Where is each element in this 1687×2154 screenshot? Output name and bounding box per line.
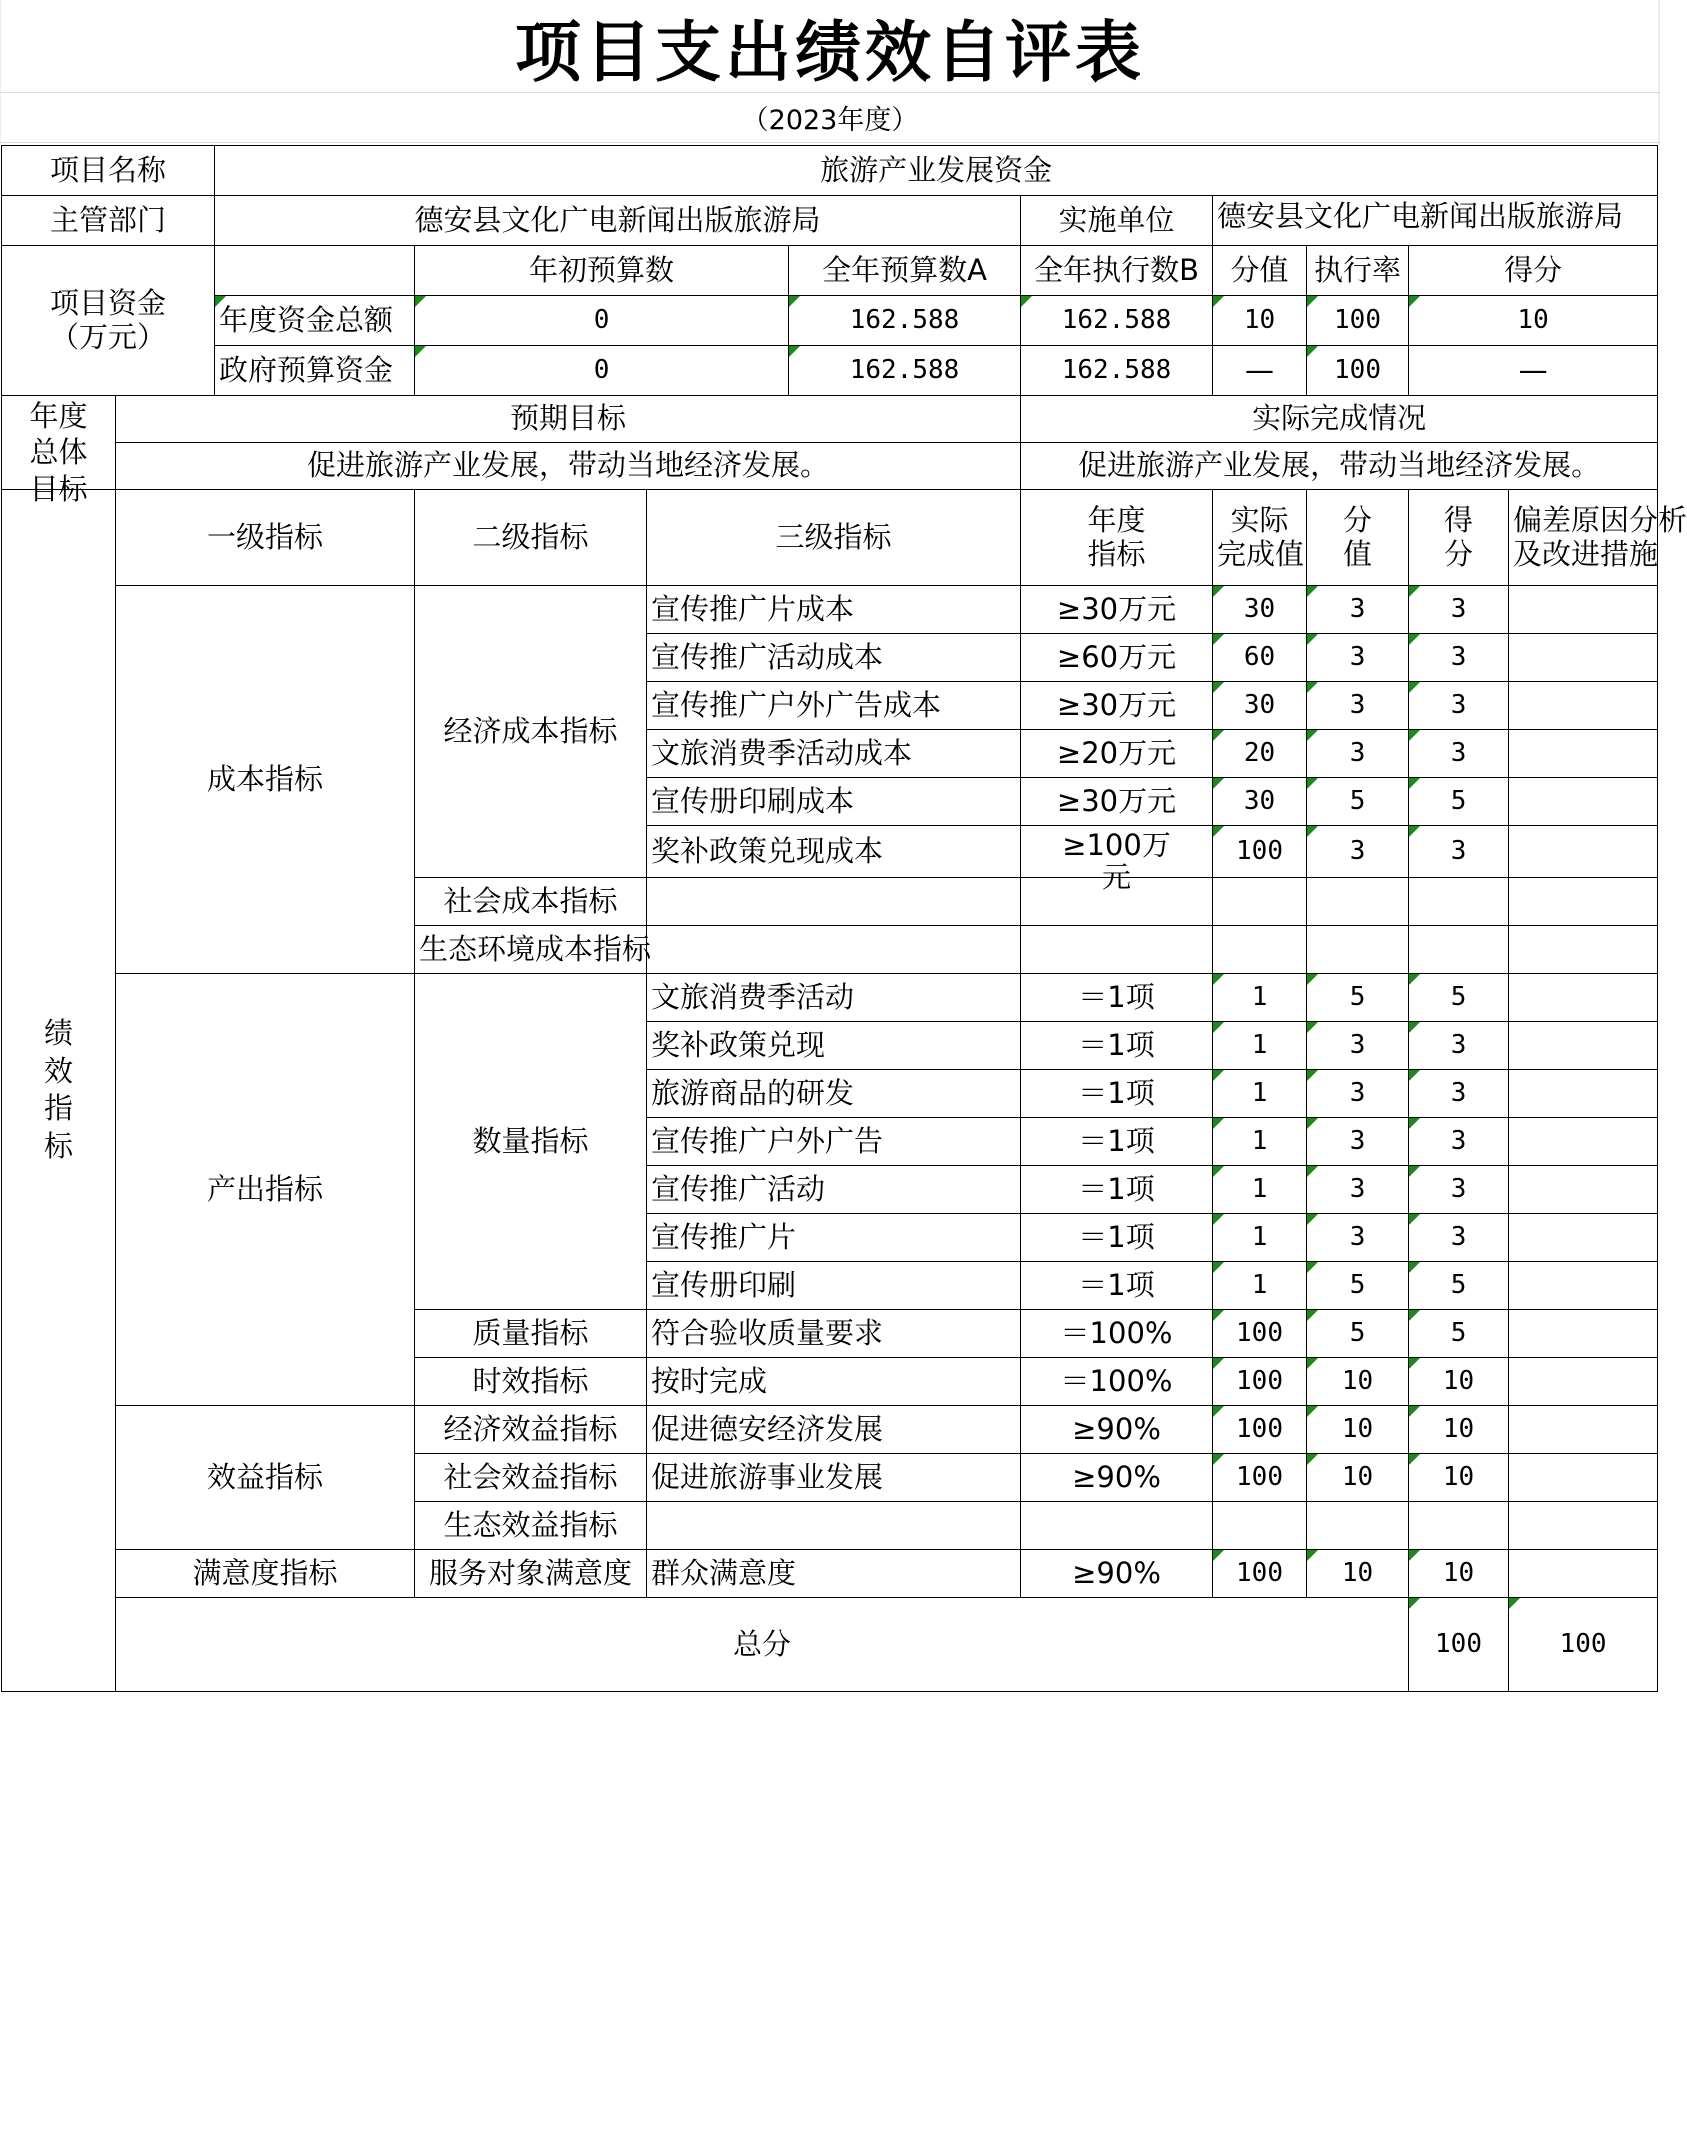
indicator-target: ＝100% bbox=[1021, 1358, 1213, 1406]
goals-header-row bbox=[2, 396, 1658, 443]
funds-row-annual: 162.588 bbox=[789, 346, 1021, 396]
indicator-reason bbox=[1509, 1022, 1658, 1070]
indicator-reason bbox=[1509, 1166, 1658, 1214]
indicator-name: 宣传推广片 bbox=[647, 1214, 1021, 1262]
expected-goal-text: 促进旅游产业发展，带动当地经济发展。 bbox=[116, 443, 1021, 490]
indicator-name: 宣传推广户外广告 bbox=[647, 1118, 1021, 1166]
indicator-target bbox=[1021, 878, 1213, 926]
page-subtitle: （2023年度） bbox=[0, 92, 1660, 143]
indicator-target: ≥90% bbox=[1021, 1550, 1213, 1598]
indicator-score: 3 bbox=[1409, 682, 1509, 730]
funds-header-row bbox=[2, 246, 1658, 296]
indicator-name: 宣传推广户外广告成本 bbox=[647, 682, 1021, 730]
total-label: 总分 bbox=[116, 1598, 1409, 1692]
indicator-score: 10 bbox=[1409, 1406, 1509, 1454]
indicator-reason bbox=[1509, 1214, 1658, 1262]
indicator-score: 3 bbox=[1409, 1214, 1509, 1262]
funds-row bbox=[2, 296, 1658, 346]
indicator-reason bbox=[1509, 1454, 1658, 1502]
indicator-score-value: 3 bbox=[1307, 634, 1409, 682]
indicator-reason bbox=[1509, 1118, 1658, 1166]
indicator-target: ＝1项 bbox=[1021, 974, 1213, 1022]
reason-header: 偏差原因分析 及改进措施 bbox=[1509, 490, 1658, 586]
indicator-score-value: 5 bbox=[1307, 974, 1409, 1022]
indicator-actual: 1 bbox=[1213, 1118, 1307, 1166]
funds-row-rate: 100 bbox=[1307, 346, 1409, 396]
evaluation-table bbox=[1, 145, 1687, 1692]
actual-value-header: 实际 完成值 bbox=[1213, 490, 1307, 586]
indicator-actual: 1 bbox=[1213, 1166, 1307, 1214]
indicator-target: ≥30万元 bbox=[1021, 682, 1213, 730]
indicator-score: 5 bbox=[1409, 974, 1509, 1022]
project-name-label: 项目名称 bbox=[2, 146, 215, 196]
funds-row-score: — bbox=[1409, 346, 1658, 396]
indicator-actual: 100 bbox=[1213, 1550, 1307, 1598]
funds-header-rate: 执行率 bbox=[1307, 246, 1409, 296]
indicator-actual: 100 bbox=[1213, 826, 1307, 878]
funds-row-score: 10 bbox=[1409, 296, 1658, 346]
indicator-reason bbox=[1509, 878, 1658, 926]
group-cost: 成本指标 bbox=[116, 586, 415, 974]
indicator-score-value: 5 bbox=[1307, 1310, 1409, 1358]
indicator-reason bbox=[1509, 1310, 1658, 1358]
subgroup-economic-cost: 经济成本指标 bbox=[415, 586, 647, 878]
project-name-row bbox=[2, 146, 1658, 196]
indicator-score: 10 bbox=[1409, 1550, 1509, 1598]
funds-row-name: 年度资金总额 bbox=[215, 296, 415, 346]
indicator-target: ＝100% bbox=[1021, 1310, 1213, 1358]
funds-row-annual: 162.588 bbox=[789, 296, 1021, 346]
indicator-actual: 100 bbox=[1213, 1454, 1307, 1502]
indicator-name: 奖补政策兑现成本 bbox=[647, 826, 1021, 878]
project-name-value: 旅游产业发展资金 bbox=[215, 146, 1658, 196]
indicator-target: ＝1项 bbox=[1021, 1262, 1213, 1310]
indicator-score: 5 bbox=[1409, 1262, 1509, 1310]
score-header: 得 分 bbox=[1409, 490, 1509, 586]
indicator-actual: 100 bbox=[1213, 1358, 1307, 1406]
indicator-target: ≥20万元 bbox=[1021, 730, 1213, 778]
indicator-name: 按时完成 bbox=[647, 1358, 1021, 1406]
indicator-target bbox=[1021, 1502, 1213, 1550]
indicator-reason bbox=[1509, 926, 1658, 974]
indicator-score: 3 bbox=[1409, 1166, 1509, 1214]
indicator-name: 文旅消费季活动 bbox=[647, 974, 1021, 1022]
subgroup-timeliness: 时效指标 bbox=[415, 1358, 647, 1406]
indicator-score: 5 bbox=[1409, 778, 1509, 826]
department-label: 主管部门 bbox=[2, 196, 215, 246]
indicator-row bbox=[2, 974, 1658, 1022]
funds-row-rate: 100 bbox=[1307, 296, 1409, 346]
indicator-row bbox=[2, 1550, 1658, 1598]
subgroup-social-cost: 社会成本指标 bbox=[415, 878, 647, 926]
indicator-score: 3 bbox=[1409, 586, 1509, 634]
indicator-actual bbox=[1213, 1502, 1307, 1550]
subgroup-quantity: 数量指标 bbox=[415, 974, 647, 1310]
indicator-actual: 100 bbox=[1213, 1406, 1307, 1454]
indicator-reason bbox=[1509, 1550, 1658, 1598]
department-value: 德安县文化广电新闻出版旅游局 bbox=[215, 196, 1021, 246]
indicator-name bbox=[647, 1502, 1021, 1550]
funds-header-initial: 年初预算数 bbox=[415, 246, 789, 296]
funds-header-blank bbox=[215, 246, 415, 296]
indicator-actual: 30 bbox=[1213, 778, 1307, 826]
indicator-name: 群众满意度 bbox=[647, 1550, 1021, 1598]
indicator-score-value: 5 bbox=[1307, 778, 1409, 826]
indicator-reason bbox=[1509, 1502, 1658, 1550]
indicator-score: 10 bbox=[1409, 1454, 1509, 1502]
indicator-score: 3 bbox=[1409, 730, 1509, 778]
indicator-reason bbox=[1509, 1070, 1658, 1118]
indicator-reason bbox=[1509, 586, 1658, 634]
funds-row-executed: 162.588 bbox=[1021, 346, 1213, 396]
indicator-actual: 20 bbox=[1213, 730, 1307, 778]
indicator-name: 宣传册印刷 bbox=[647, 1262, 1021, 1310]
indicator-actual: 1 bbox=[1213, 1214, 1307, 1262]
funds-row-initial: 0 bbox=[415, 346, 789, 396]
indicator-reason bbox=[1509, 1262, 1658, 1310]
subgroup-quality: 质量指标 bbox=[415, 1310, 647, 1358]
funds-row bbox=[2, 346, 1658, 396]
funds-header-score: 得分 bbox=[1409, 246, 1658, 296]
funds-row-score-value: 10 bbox=[1213, 296, 1307, 346]
indicator-name: 促进旅游事业发展 bbox=[647, 1454, 1021, 1502]
indicator-score-value: 5 bbox=[1307, 1262, 1409, 1310]
indicator-score-value bbox=[1307, 926, 1409, 974]
indicator-score: 10 bbox=[1409, 1358, 1509, 1406]
funds-header-executed: 全年执行数B bbox=[1021, 246, 1213, 296]
indicator-score-value: 3 bbox=[1307, 586, 1409, 634]
subgroup-eco-benefit: 生态效益指标 bbox=[415, 1502, 647, 1550]
indicator-reason bbox=[1509, 974, 1658, 1022]
indicator-name: 旅游商品的研发 bbox=[647, 1070, 1021, 1118]
total-row bbox=[2, 1598, 1658, 1692]
indicator-actual: 1 bbox=[1213, 974, 1307, 1022]
indicator-target: ≥90% bbox=[1021, 1454, 1213, 1502]
subgroup-eco-cost: 生态环境成本指标 bbox=[415, 926, 647, 974]
score-value-header: 分 值 bbox=[1307, 490, 1409, 586]
indicator-actual: 1 bbox=[1213, 1070, 1307, 1118]
indicator-name: 宣传册印刷成本 bbox=[647, 778, 1021, 826]
group-output: 产出指标 bbox=[116, 974, 415, 1406]
funds-row-name: 政府预算资金 bbox=[215, 346, 415, 396]
total-score: 100 bbox=[1509, 1598, 1658, 1692]
indicator-reason bbox=[1509, 1358, 1658, 1406]
indicator-score-value bbox=[1307, 878, 1409, 926]
indicator-actual: 30 bbox=[1213, 586, 1307, 634]
indicator-score-value: 3 bbox=[1307, 730, 1409, 778]
indicator-score: 5 bbox=[1409, 1310, 1509, 1358]
indicator-actual: 1 bbox=[1213, 1262, 1307, 1310]
page-title: 项目支出绩效自评表 bbox=[0, 0, 1660, 93]
implementing-unit-value: 德安县文化广电新闻出版旅游局 bbox=[1213, 196, 1658, 246]
subgroup-service-satisfaction: 服务对象满意度 bbox=[415, 1550, 647, 1598]
indicator-name bbox=[647, 878, 1021, 926]
indicator-actual bbox=[1213, 878, 1307, 926]
actual-goal-text: 促进旅游产业发展，带动当地经济发展。 bbox=[1021, 443, 1658, 490]
indicator-target: ＝1项 bbox=[1021, 1118, 1213, 1166]
indicator-reason bbox=[1509, 682, 1658, 730]
indicator-score: 3 bbox=[1409, 826, 1509, 878]
indicator-score-value: 10 bbox=[1307, 1454, 1409, 1502]
indicator-target: ＝1项 bbox=[1021, 1070, 1213, 1118]
indicator-target bbox=[1021, 926, 1213, 974]
funds-row-score-value: — bbox=[1213, 346, 1307, 396]
indicator-score: 3 bbox=[1409, 1070, 1509, 1118]
indicator-target: ＝1项 bbox=[1021, 1022, 1213, 1070]
indicator-reason bbox=[1509, 634, 1658, 682]
funds-row-executed: 162.588 bbox=[1021, 296, 1213, 346]
indicator-score-value: 3 bbox=[1307, 1118, 1409, 1166]
indicator-name: 符合验收质量要求 bbox=[647, 1310, 1021, 1358]
indicator-actual: 1 bbox=[1213, 1022, 1307, 1070]
indicator-actual: 30 bbox=[1213, 682, 1307, 730]
indicator-score bbox=[1409, 926, 1509, 974]
indicator-name bbox=[647, 926, 1021, 974]
department-row bbox=[2, 196, 1658, 246]
indicator-header-row bbox=[2, 490, 1658, 586]
level3-header: 三级指标 bbox=[647, 490, 1021, 586]
expected-goal-header: 预期目标 bbox=[116, 396, 1021, 443]
indicator-target: ≥100万元 bbox=[1021, 826, 1213, 878]
indicator-score-value: 10 bbox=[1307, 1550, 1409, 1598]
indicator-score-value bbox=[1307, 1502, 1409, 1550]
indicator-row bbox=[2, 1406, 1658, 1454]
indicator-name: 促进德安经济发展 bbox=[647, 1406, 1021, 1454]
implementing-unit-label: 实施单位 bbox=[1021, 196, 1213, 246]
indicator-actual bbox=[1213, 926, 1307, 974]
indicator-target: ≥90% bbox=[1021, 1406, 1213, 1454]
funds-label: 项目资金 （万元） bbox=[2, 246, 215, 396]
funds-header-score-value: 分值 bbox=[1213, 246, 1307, 296]
indicator-score-value: 3 bbox=[1307, 1166, 1409, 1214]
level1-header: 一级指标 bbox=[116, 490, 415, 586]
indicator-score: 3 bbox=[1409, 634, 1509, 682]
performance-indicator-label: 绩效指标 bbox=[2, 490, 116, 1692]
indicator-target: ≥30万元 bbox=[1021, 778, 1213, 826]
annual-target-header: 年度 指标 bbox=[1021, 490, 1213, 586]
indicator-score-value: 10 bbox=[1307, 1358, 1409, 1406]
indicator-target: ＝1项 bbox=[1021, 1214, 1213, 1262]
indicator-reason bbox=[1509, 778, 1658, 826]
indicator-score-value: 3 bbox=[1307, 1022, 1409, 1070]
indicator-score bbox=[1409, 1502, 1509, 1550]
subgroup-economic-benefit: 经济效益指标 bbox=[415, 1406, 647, 1454]
indicator-reason bbox=[1509, 730, 1658, 778]
funds-row-initial: 0 bbox=[415, 296, 789, 346]
indicator-actual: 100 bbox=[1213, 1310, 1307, 1358]
indicator-reason bbox=[1509, 1406, 1658, 1454]
funds-header-annual: 全年预算数A bbox=[789, 246, 1021, 296]
indicator-score-value: 3 bbox=[1307, 826, 1409, 878]
indicator-score-value: 3 bbox=[1307, 682, 1409, 730]
indicator-score-value: 3 bbox=[1307, 1214, 1409, 1262]
indicator-score-value: 10 bbox=[1307, 1406, 1409, 1454]
total-score-value: 100 bbox=[1409, 1598, 1509, 1692]
subgroup-social-benefit: 社会效益指标 bbox=[415, 1454, 647, 1502]
actual-goal-header: 实际完成情况 bbox=[1021, 396, 1658, 443]
indicator-score: 3 bbox=[1409, 1118, 1509, 1166]
indicator-reason bbox=[1509, 826, 1658, 878]
indicator-name: 奖补政策兑现 bbox=[647, 1022, 1021, 1070]
indicator-target: ≥30万元 bbox=[1021, 586, 1213, 634]
indicator-score: 3 bbox=[1409, 1022, 1509, 1070]
indicator-row bbox=[2, 586, 1658, 634]
indicator-actual: 60 bbox=[1213, 634, 1307, 682]
group-satisfaction: 满意度指标 bbox=[116, 1550, 415, 1598]
indicator-name: 文旅消费季活动成本 bbox=[647, 730, 1021, 778]
group-benefit: 效益指标 bbox=[116, 1406, 415, 1550]
annual-goal-label: 年度总体目标 bbox=[2, 396, 116, 490]
indicator-name: 宣传推广活动 bbox=[647, 1166, 1021, 1214]
indicator-name: 宣传推广片成本 bbox=[647, 586, 1021, 634]
indicator-score-value: 3 bbox=[1307, 1070, 1409, 1118]
indicator-target: ＝1项 bbox=[1021, 1166, 1213, 1214]
goals-content-row bbox=[2, 443, 1658, 490]
level2-header: 二级指标 bbox=[415, 490, 647, 586]
indicator-target: ≥60万元 bbox=[1021, 634, 1213, 682]
indicator-name: 宣传推广活动成本 bbox=[647, 634, 1021, 682]
indicator-score bbox=[1409, 878, 1509, 926]
